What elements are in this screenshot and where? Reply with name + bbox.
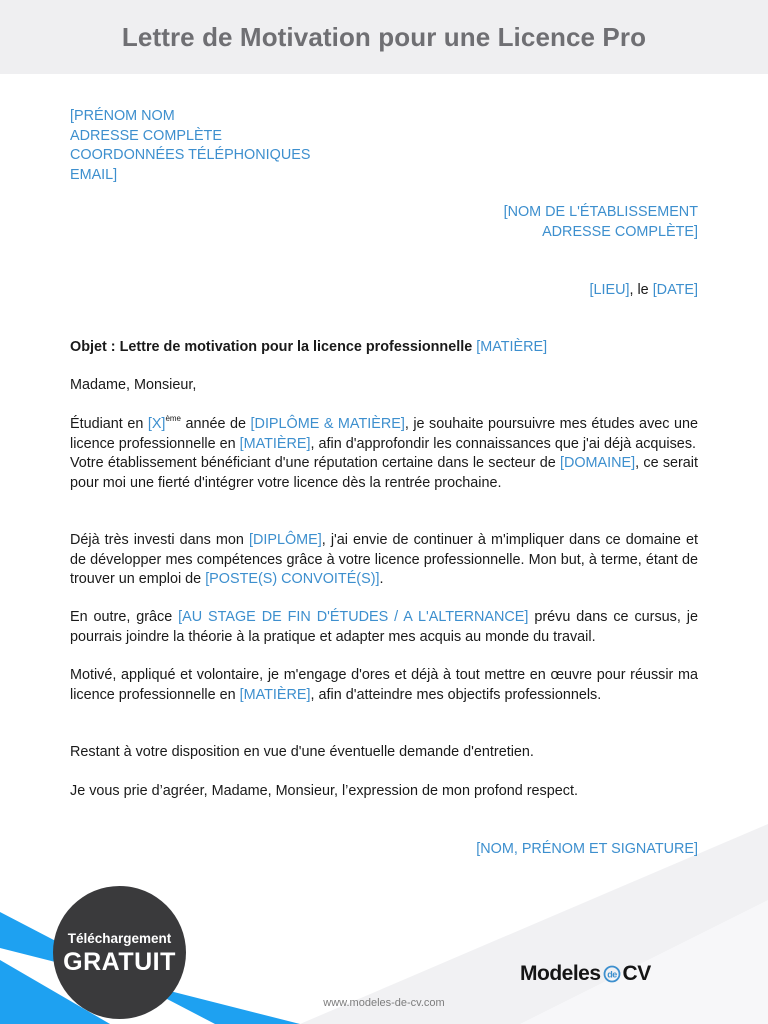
logo-word-modeles: Modeles bbox=[520, 962, 601, 985]
subject-placeholder: [MATIÈRE] bbox=[239, 435, 311, 452]
date-line bbox=[589, 281, 698, 301]
text: , je souhaite poursuivre mes études avec une licence professionnelle en bbox=[70, 416, 698, 452]
recipient-address: ADRESSE COMPLÈTE] bbox=[542, 223, 698, 240]
text: Étudiant en bbox=[70, 416, 148, 432]
paragraph-2 bbox=[70, 531, 698, 590]
paragraph-4 bbox=[70, 666, 698, 705]
text: , j'ai envie de continuer à m'impliquer dans ce domaine et de développer mes compétences grâce à votre licence professionnelle. Mon but, à terme, étant de trouver un emploi de bbox=[70, 532, 698, 587]
badge-label-small: Téléchargement bbox=[67, 930, 172, 946]
footer-url[interactable]: www.modeles-de-cv.com bbox=[323, 997, 445, 1009]
year-placeholder: [X] bbox=[147, 416, 166, 432]
diploma-subject-placeholder: [DIPLÔME & MATIÈRE] bbox=[250, 416, 405, 432]
subject-label: Objet : Lettre de motivation pour la licence professionnelle bbox=[70, 339, 477, 355]
logo-word-cv: CV bbox=[622, 962, 651, 985]
superscript-eme: ème bbox=[165, 414, 181, 423]
page-title: Lettre de Motivation pour une Licence Pro bbox=[121, 21, 647, 52]
date-separator: , le bbox=[629, 282, 653, 298]
internship-placeholder: [AU STAGE DE FIN D'ÉTUDES / A L'ALTERNANCE] bbox=[178, 609, 529, 625]
text: . bbox=[379, 571, 384, 587]
closing-formula: Je vous prie d’agréer, Madame, Monsieur, l’expression de mon profond respect. bbox=[70, 783, 578, 799]
brand-logo[interactable] bbox=[520, 962, 651, 986]
job-placeholder: [POSTE(S) CONVOITÉ(S)] bbox=[205, 571, 380, 587]
text: Votre établissement bénéficiant d'une réputation certaine dans le secteur de bbox=[70, 455, 560, 471]
sender-name: [PRÉNOM NOM bbox=[70, 108, 175, 124]
date-placeholder: [DATE] bbox=[652, 282, 698, 298]
text: prévu dans ce cursus, je pourrais joindre la théorie à la pratique et adapter mes acquis au monde du travail. bbox=[70, 609, 698, 645]
subject-placeholder: [MATIÈRE] bbox=[239, 686, 311, 703]
signature-placeholder: [NOM, PRÉNOM ET SIGNATURE] bbox=[476, 841, 698, 857]
paragraph-5: Restant à votre disposition en vue d'une éventuelle demande d'entretien. bbox=[70, 744, 534, 760]
text: En outre, grâce bbox=[70, 609, 179, 625]
sender-email: EMAIL] bbox=[70, 166, 118, 183]
text: année de bbox=[181, 416, 251, 432]
place-placeholder: [LIEU] bbox=[589, 282, 630, 298]
badge-label-big: GRATUIT bbox=[63, 947, 176, 976]
header-band bbox=[0, 0, 768, 74]
diploma-placeholder: [DIPLÔME] bbox=[248, 532, 322, 548]
logo-word-de: de bbox=[606, 969, 617, 980]
text: Déjà très investi dans mon bbox=[70, 532, 249, 548]
domain-placeholder: [DOMAINE] bbox=[559, 455, 636, 471]
paragraph-1 bbox=[70, 415, 698, 493]
text: , ce serait pour moi une fierté d'intégrer votre licence dès la rentrée prochaine. bbox=[70, 455, 699, 491]
logo-de-mark-icon bbox=[602, 964, 622, 984]
text: , afin d'atteindre mes objectifs professionnels. bbox=[310, 686, 602, 703]
recipient-institution: [NOM DE L'ÉTABLISSEMENT bbox=[503, 204, 698, 220]
paragraph-3 bbox=[70, 608, 698, 647]
text: , afin d'approfondir les connaissances que j'ai déjà acquises. bbox=[310, 435, 697, 452]
subject-line bbox=[70, 338, 698, 358]
text: Motivé, appliqué et volontaire, je m'engage d'ores et déjà à tout mettre en œuvre pour réussir ma licence professionnelle en bbox=[70, 667, 698, 703]
greeting: Madame, Monsieur, bbox=[70, 377, 197, 393]
recipient-block bbox=[504, 203, 698, 242]
sender-block bbox=[70, 107, 310, 185]
sender-phone: COORDONNÉES TÉLÉPHONIQUES bbox=[70, 147, 311, 163]
sender-address: ADRESSE COMPLÈTE bbox=[70, 127, 222, 144]
subject-placeholder: [MATIÈRE] bbox=[476, 339, 548, 355]
